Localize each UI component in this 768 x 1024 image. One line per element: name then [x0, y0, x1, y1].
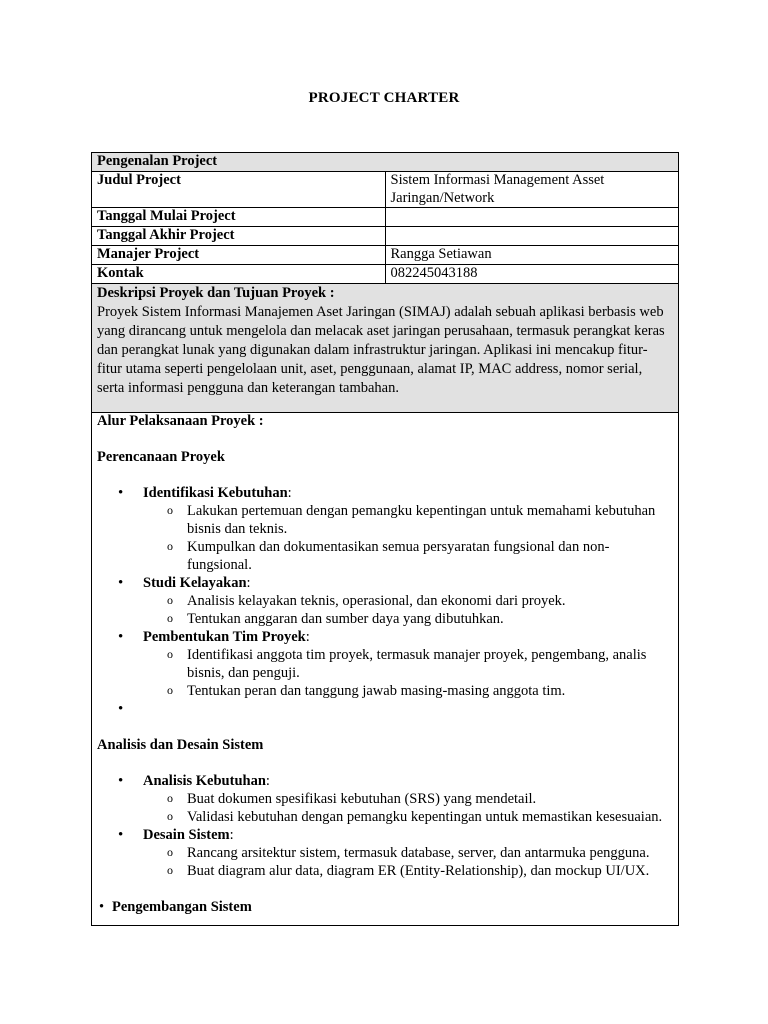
info-value: 082245043188 [385, 265, 678, 284]
description-section [92, 284, 678, 413]
list-item [97, 628, 672, 646]
list-item [97, 772, 672, 790]
project-charter-box [91, 152, 679, 926]
info-label: Tanggal Akhir Project [92, 227, 385, 246]
colon: : [305, 629, 310, 645]
info-value: Rangga Setiawan [385, 246, 678, 265]
info-row-manajer [92, 246, 678, 265]
info-label: Tanggal Mulai Project [92, 208, 385, 227]
description-text: Proyek Sistem Informasi Manajemen Aset Jaringan (SIMAJ) adalah sebuah aplikasi berbasis web yang dirancang untuk mengelola dan melacak aset jaringan perusahaan, termasuk perangkat keras dan perangkat lunak yang digunakan dalam infrastruktur jaringan. Aplikasi ini mencakup fitur-fitur utama seperti pengelolaan unit, aset, penggunaan, alamat IP, MAC address, nomor serial, serta informasi pengguna dan keterangan tambahan. [97, 304, 665, 396]
sub-list-item: o Identifikasi anggota tim proyek, termasuk manajer proyek, pengembang, analis bisnis, dan penguji. [97, 646, 672, 682]
colon: : [246, 575, 251, 591]
workflow-section [92, 412, 678, 916]
description-heading: Deskripsi Proyek dan Tujuan Proyek : [97, 285, 335, 301]
item-name: Pembentukan Tim Proyek [143, 629, 306, 645]
sub-list-item: o Analisis kelayakan teknis, operasional, dan ekonomi dari proyek. [97, 592, 672, 610]
info-row-judul [92, 172, 678, 208]
list-item [97, 574, 672, 592]
item-name: Analisis Kebutuhan [143, 773, 266, 789]
list-item [97, 484, 672, 502]
info-label: Manajer Project [92, 246, 385, 265]
info-row-tanggal-akhir [92, 227, 678, 246]
item-name: Identifikasi Kebutuhan [143, 485, 288, 501]
sub-list-item: o Tentukan peran dan tanggung jawab masing-masing anggota tim. [97, 682, 672, 700]
development-heading: • Pengembangan Sistem [97, 898, 672, 916]
document-title: PROJECT CHARTER [308, 90, 460, 106]
info-label: Judul Project [92, 172, 385, 208]
item-name: Studi Kelayakan [143, 575, 247, 591]
analysis-list [97, 772, 672, 880]
info-value [385, 208, 678, 227]
project-info-table [92, 153, 678, 284]
info-section-header: Pengenalan Project [92, 153, 678, 172]
colon: : [229, 827, 234, 843]
planning-list [97, 484, 672, 718]
item-name: Desain Sistem [143, 827, 230, 843]
sub-list-item: o Rancang arsitektur sistem, termasuk database, server, dan antarmuka pengguna. [97, 844, 672, 862]
sub-list-item: o Buat diagram alur data, diagram ER (Entity-Relationship), dan mockup UI/UX. [97, 862, 672, 880]
info-value: Sistem Informasi Management Asset Jaringan/Network [385, 172, 678, 208]
info-section-row [92, 153, 678, 172]
planning-heading: Perencanaan Proyek [97, 449, 225, 465]
workflow-heading: Alur Pelaksanaan Proyek : [97, 413, 264, 429]
sub-list-item: o Kumpulkan dan dokumentasikan semua persyaratan fungsional dan non-fungsional. [97, 538, 672, 574]
analysis-heading: Analisis dan Desain Sistem [97, 737, 264, 753]
info-label: Kontak [92, 265, 385, 284]
info-row-kontak [92, 265, 678, 284]
info-value [385, 227, 678, 246]
sub-list-item: o Lakukan pertemuan dengan pemangku kepentingan untuk memahami kebutuhan bisnis dan teknis. [97, 502, 672, 538]
empty-list-item [97, 700, 672, 718]
info-row-tanggal-mulai [92, 208, 678, 227]
sub-list-item: o Validasi kebutuhan dengan pemangku kepentingan untuk memastikan kesesuaian. [97, 808, 672, 826]
sub-list-item: o Tentukan anggaran dan sumber daya yang dibutuhkan. [97, 610, 672, 628]
colon: : [265, 773, 270, 789]
colon: : [287, 485, 292, 501]
list-item [97, 826, 672, 844]
sub-list-item: o Buat dokumen spesifikasi kebutuhan (SRS) yang mendetail. [97, 790, 672, 808]
